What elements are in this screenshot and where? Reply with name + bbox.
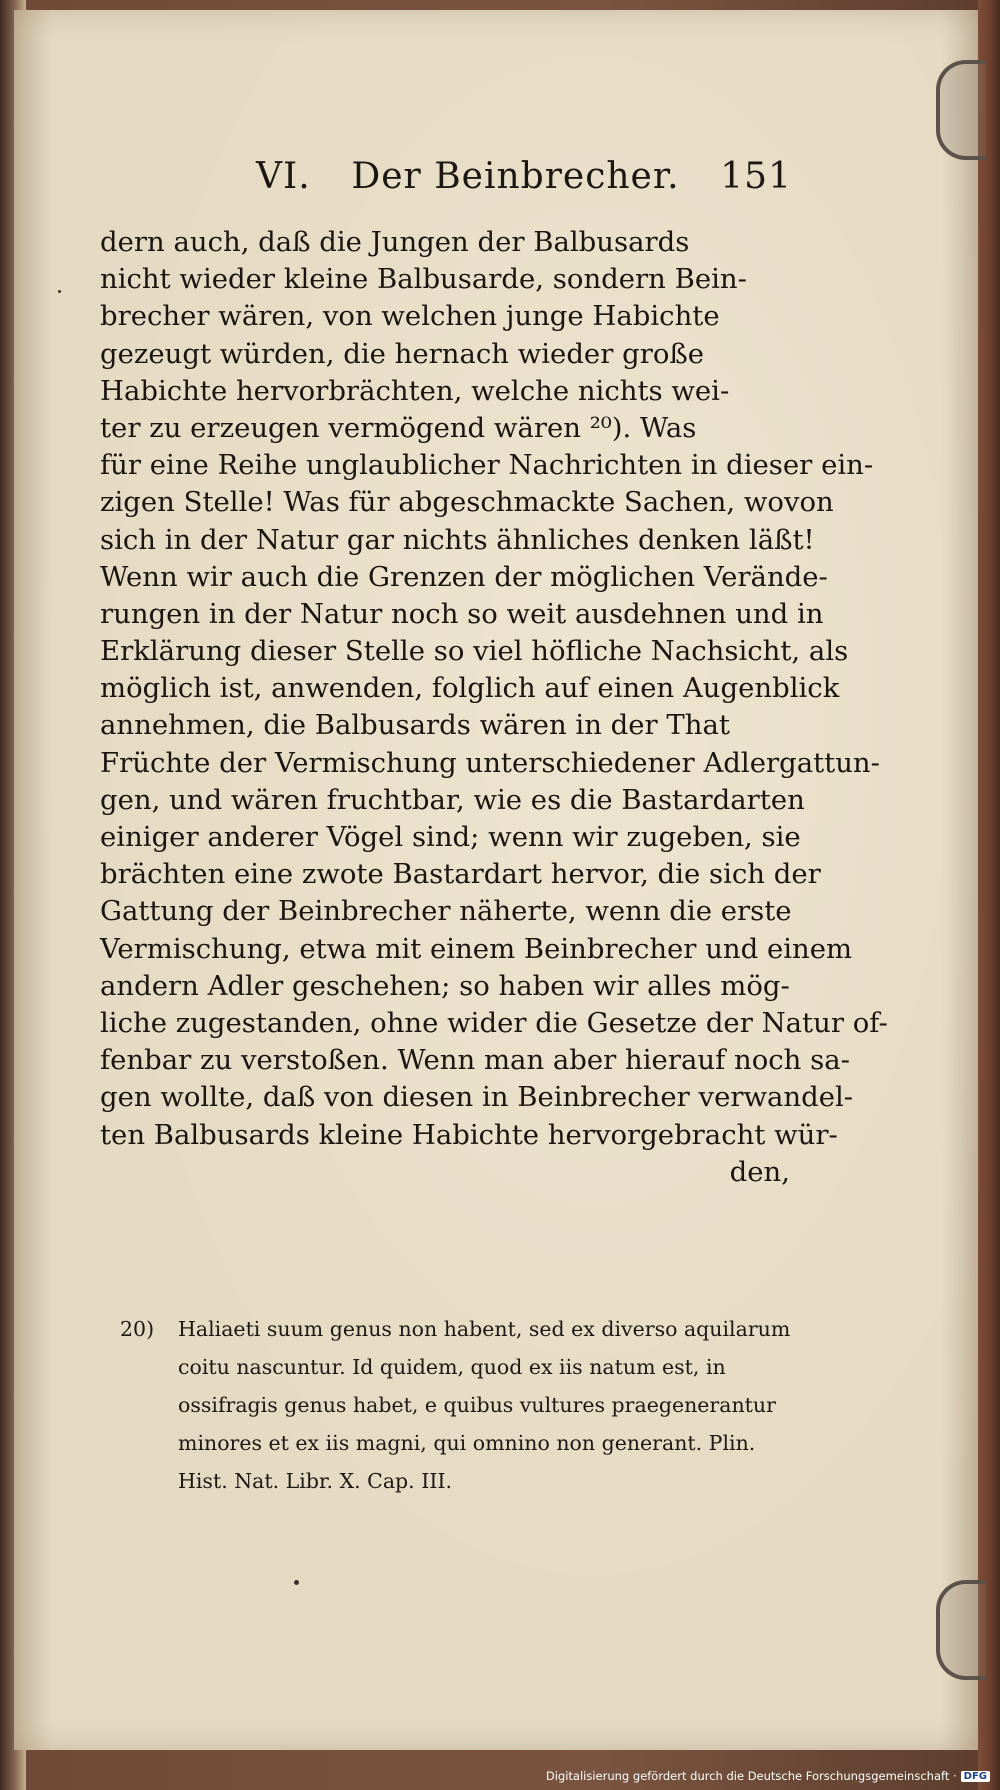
text-line: fenbar zu verstoßen. Wenn man aber hierauf noch sa- (100, 1044, 850, 1077)
footnote-line: ossifragis genus habet, e quibus vultures praegenerantur (178, 1393, 776, 1417)
footnote-number: 20) (120, 1317, 155, 1341)
ink-speck (294, 1580, 299, 1585)
page-clip-top (936, 60, 986, 160)
footnote (120, 1310, 800, 1500)
text-line: brecher wären, von welchen junge Habichte (100, 300, 720, 333)
main-text (100, 224, 888, 1191)
footnote-line: Hist. Nat. Libr. X. Cap. III. (178, 1469, 453, 1493)
footnote-text: Haliaeti suum genus non habent, sed ex diverso aquilarum (178, 1317, 791, 1341)
footnote-line (120, 1310, 800, 1348)
chapter-title: Der Beinbrecher. (351, 156, 680, 197)
text-line: rungen in der Natur noch so weit ausdehnen und in (100, 597, 824, 630)
footnote-line: coitu nascuntur. Id quidem, quod ex iis natum est, in (178, 1355, 726, 1379)
ink-speck (58, 290, 61, 293)
text-line: ter zu erzeugen vermögend wären ²⁰). Was (100, 411, 697, 444)
text-line: Habichte hervorbrächten, welche nichts wei- (100, 374, 730, 407)
text-line: liche zugestanden, ohne wider die Gesetze der Natur of- (100, 1006, 888, 1039)
text-line: brächten eine zwote Bastardart hervor, die sich der (100, 858, 821, 891)
text-line: annehmen, die Balbusards wären in der That (100, 709, 730, 742)
text-line: andern Adler geschehen; so haben wir alles mög- (100, 969, 790, 1002)
text-line: Erklärung dieser Stelle so viel höfliche Nachsicht, als (100, 635, 849, 668)
text-line: einiger anderer Vögel sind; wenn wir zugeben, sie (100, 821, 801, 853)
text-line: möglich ist, anwenden, folglich auf einen Augenblick (100, 672, 840, 705)
chapter-number: VI. (256, 156, 311, 197)
text-line: Gattung der Beinbrecher näherte, wenn die erste (100, 895, 792, 928)
text-line: gen wollte, daß von diesen in Beinbrecher verwandel- (100, 1081, 854, 1114)
text-line: dern auch, daß die Jungen der Balbusards (100, 226, 690, 258)
text-line: Wenn wir auch die Grenzen der möglichen Verände- (100, 560, 828, 593)
text-line: nicht wieder kleine Balbusarde, sondern Bein- (100, 263, 747, 296)
text-line: zigen Stelle! Was für abgeschmackte Sachen, wovon (100, 486, 834, 519)
text-line: ten Balbusards kleine Habichte hervorgebracht wür- (100, 1118, 838, 1151)
text-line: gezeugt würden, die hernach wieder große (100, 337, 705, 370)
text-line: sich in der Natur gar nichts ähnliches denken läßt! (100, 523, 815, 556)
page-number: 151 (720, 156, 792, 197)
text-line: Früchte der Vermischung unterschiedener Adlergattun- (100, 746, 880, 779)
right-book-cover-edge (978, 0, 1000, 1790)
text-line: für eine Reihe unglaublicher Nachrichten in dieser ein- (100, 449, 874, 482)
catchword: den, (729, 1155, 790, 1188)
credit-text: Digitalisierung gefördert durch die Deutsche Forschungsgemeinschaft · (545, 1769, 957, 1783)
running-header (256, 156, 792, 200)
text-line: Vermischung, etwa mit einem Beinbrecher und einem (100, 932, 853, 965)
text-line: gen, und wären fruchtbar, wie es die Bastardarten (100, 783, 805, 816)
footnote-line: minores et ex iis magni, qui omnino non generant. Plin. (178, 1431, 756, 1455)
page-clip-bottom (936, 1580, 986, 1680)
digitization-credit (546, 1766, 990, 1786)
dfg-logo: DFG (961, 1771, 990, 1782)
